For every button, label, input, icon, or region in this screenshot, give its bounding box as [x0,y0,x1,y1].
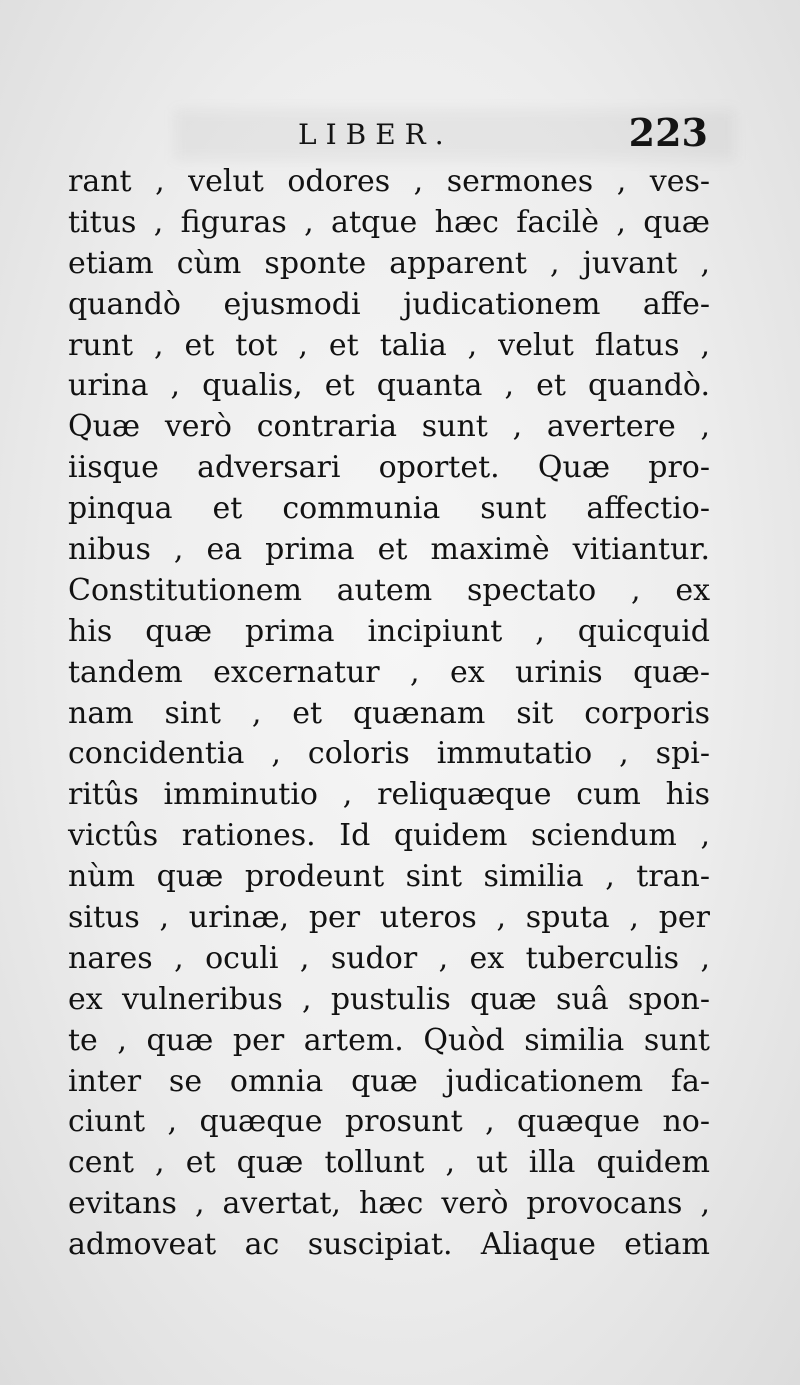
text-line: situs , urinæ, per uteros , sputa , per [68,900,710,936]
text-line: victûs rationes. Id quidem sciendum , [68,818,710,854]
body-text [68,162,710,1266]
text-line: ex vulneribus , pustulis quæ suâ spon- [68,981,710,1017]
running-title: LIBER. [298,118,453,151]
text-line: evitans , avertat, hæc verò provocans , [68,1186,710,1222]
text-line: te , quæ per artem. Quòd similia sunt [68,1022,710,1058]
text-line: concidentia , coloris immutatio , spi- [68,736,710,772]
text-line: admoveat ac suscipiat. Aliaque etiam [68,1227,710,1263]
text-line: nibus , ea prima et maximè vitiantur. [68,532,710,568]
text-line: his quæ prima incipiunt , quicquid [68,613,710,649]
text-line: tandem excernatur , ex urinis quæ- [68,654,710,690]
text-line: inter se omnia quæ judicationem fa- [68,1063,710,1099]
page-number: 223 [628,110,708,155]
page-header [70,110,710,166]
text-line: Constitutionem autem spectato , ex [68,572,710,608]
text-line: rant , velut odores , sermones , ves- [68,164,710,199]
text-line: ritûs imminutio , reliquæque cum his [68,777,710,813]
text-line: cent , et quæ tollunt , ut illa quidem [68,1145,710,1181]
text-line: iisque adversari oportet. Quæ pro- [68,450,710,486]
text-line: nam sint , et quænam sit corporis [68,695,710,731]
text-line: ciunt , quæque prosunt , quæque no- [68,1104,710,1140]
text-line: titus , figuras , atque hæc facilè , quæ [68,204,710,240]
text-line: runt , et tot , et talia , velut flatus , [68,327,710,363]
text-line: Quæ verò contraria sunt , avertere , [68,409,710,445]
text-line: nares , oculi , sudor , ex tuberculis , [68,940,710,976]
text-line: nùm quæ prodeunt sint similia , tran- [68,859,710,895]
text-line: urina , qualis, et quanta , et quandò. [68,368,710,404]
text-line: pinqua et communia sunt affectio- [68,491,710,527]
text-line: quandò ejusmodi judicationem affe- [68,286,710,322]
text-line: etiam cùm sponte apparent , juvant , [68,245,710,281]
